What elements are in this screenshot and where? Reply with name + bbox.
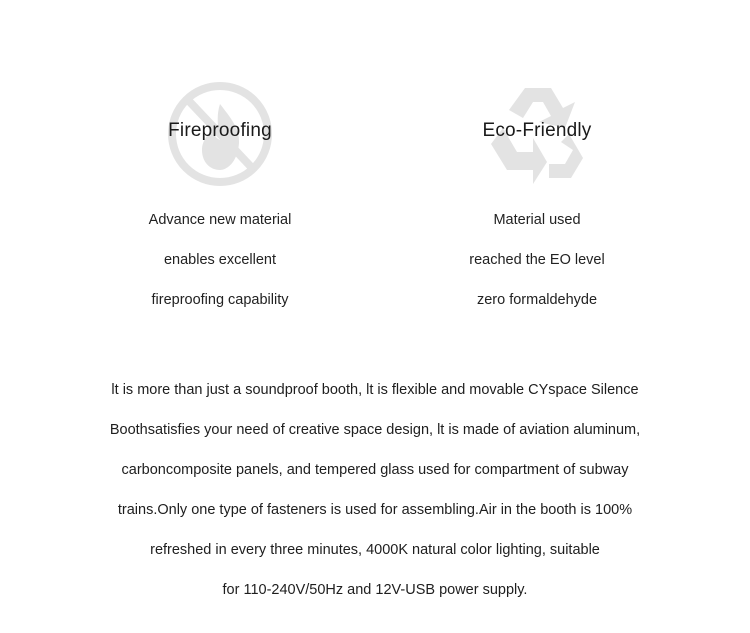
feature-eco-friendly <box>417 78 657 338</box>
description-line: Boothsatisfies your need of creative space design, lt is made of aviation aluminum, <box>109 422 641 438</box>
description-line: refreshed in every three minutes, 4000K natural color lighting, suitable <box>150 542 600 558</box>
feature-line: zero formaldehyde <box>476 292 598 308</box>
feature-description <box>417 208 657 328</box>
product-description <box>60 376 690 616</box>
description-line: carboncomposite panels, and tempered glass used for compartment of subway <box>121 462 629 478</box>
feature-description <box>100 208 340 328</box>
feature-line: fireproofing capability <box>151 292 289 308</box>
description-line: lt is more than just a soundproof booth, lt is flexible and movable CYspace Silence <box>111 382 639 398</box>
feature-line: reached the EO level <box>469 252 605 268</box>
feature-line: Material used <box>493 212 581 228</box>
description-line: for 110-240V/50Hz and 12V-USB power supply. <box>222 582 528 598</box>
feature-line: enables excellent <box>163 252 277 268</box>
feature-line: Advance new material <box>148 212 292 228</box>
description-line: trains.Only one type of fasteners is used for assembling.Air in the booth is 100% <box>117 502 633 518</box>
feature-fireproofing <box>100 78 340 338</box>
feature-title: Fireproofing <box>168 120 272 141</box>
feature-title: Eco-Friendly <box>482 120 592 141</box>
